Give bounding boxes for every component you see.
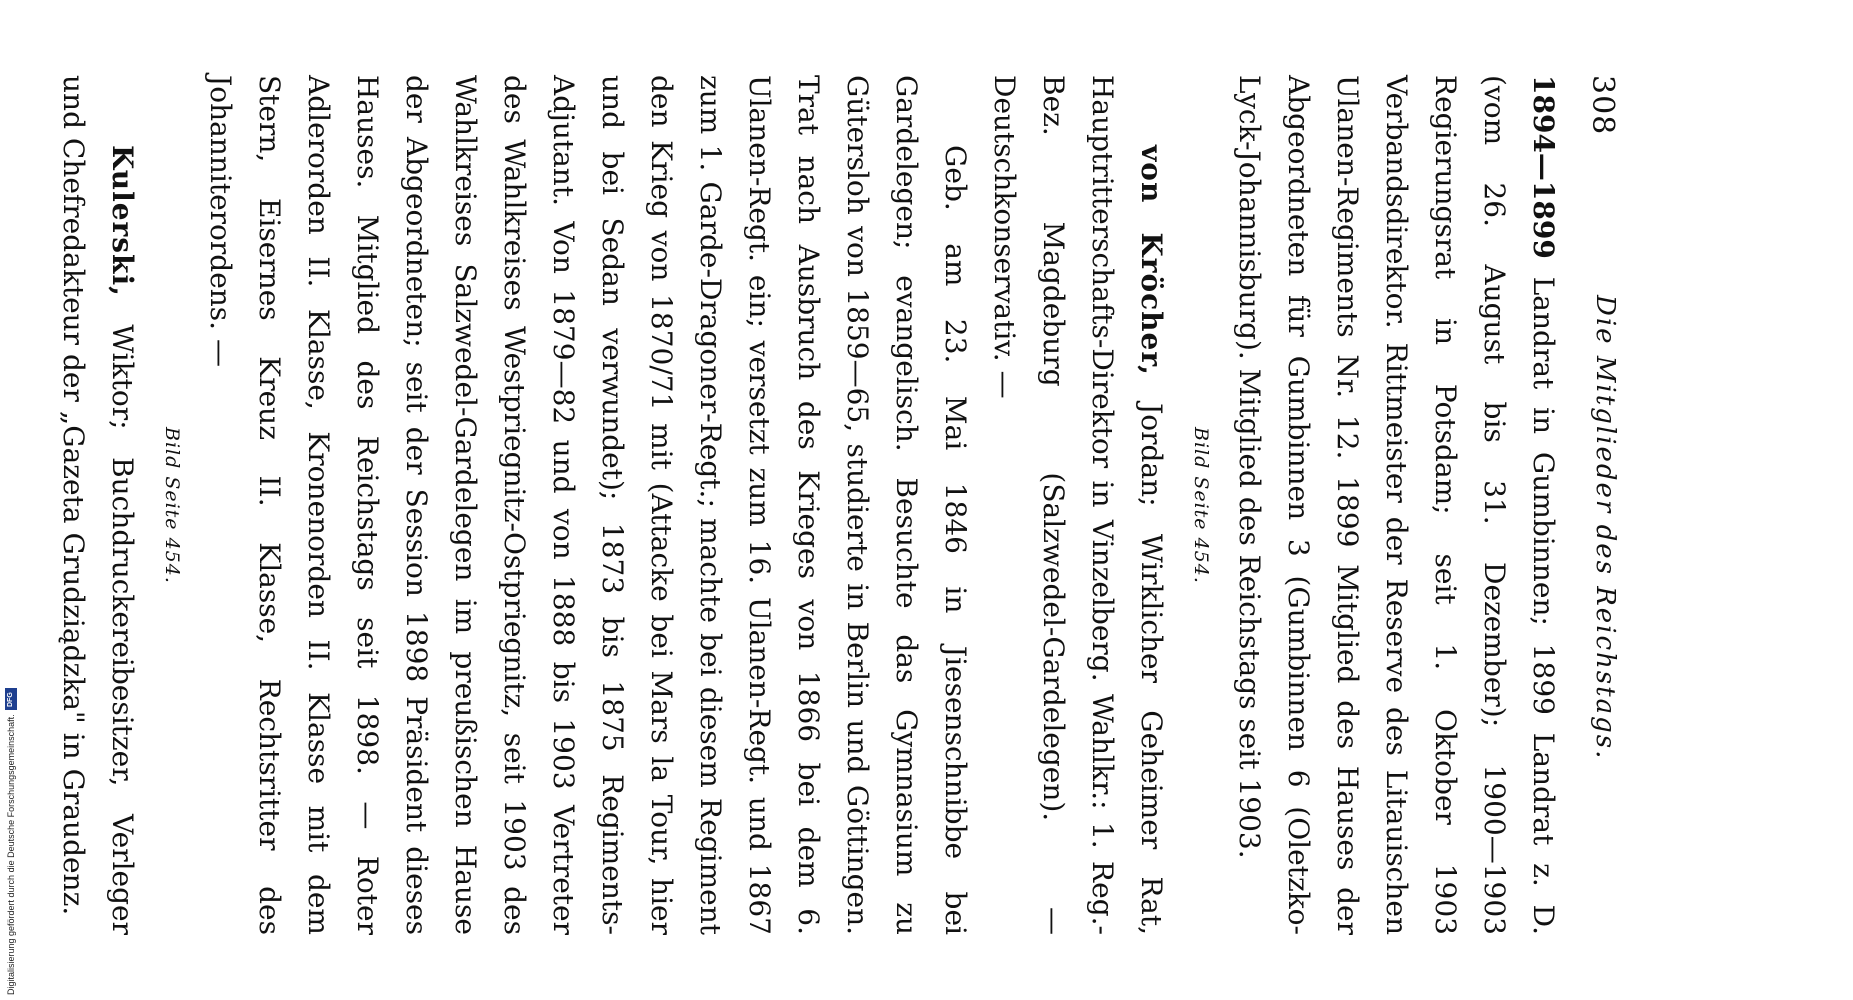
funding-note-text: Digitalisierung gefördert durch die Deutsche Forschungsgemeinschaft. — [6, 714, 16, 995]
funding-note — [4, 10, 18, 995]
entry-1-see-page: Bild Seite 454. — [1190, 426, 1212, 584]
entry-2-see-page: Bild Seite 454. — [161, 426, 183, 584]
body-text — [49, 75, 1568, 935]
entry-3-name: Kulerski, — [106, 145, 139, 297]
entry-2-name: von Kröcher, — [1135, 145, 1168, 376]
entry-2-biography: Geb. am 23. Mai 1846 in Jiesenschnibbe bei Gardelegen; evangelisch. Besuchte das Gymnasium zu Gütersloh von 1859—65, studierte in Berlin und Göttingen. Trat nach Ausbruch des Krieges von 1866 bei dem 6. Ulanen-Regt. ein; versetzt zum 16. Ulanen-Regt. und 1867 zum 1. Garde-Dragoner-Regt.; machte bei diesem Regiment den Krieg von 1870/71 mit (Attacke bei Mars la Tour, hier und bei Sedan verwundet); 1873 bis 1875 Regiments-Adjutant. Von 1879—82 und von 1888 bis 1903 Vertreter des Wahlkreises Westpriegnitz-Ostpriegnitz, seit 1903 des Wahlkreises Salzwedel-Gardelegen im preußischen Hause der Abgeordneten; seit der Session 1898 Präsident dieses Hauses. Mitglied des Reichstags seit 1898. — Roter Adlerorden II. Klasse, Kronenorden II. Klasse mit dem Stern, Eisernes Kreuz II. Klasse, Rechtsritter des Johanniterordens. — — [204, 75, 972, 935]
page-number: 308 — [1585, 75, 1620, 136]
entry-3 — [49, 75, 147, 935]
entry-1-paragraph — [1225, 75, 1568, 935]
entry-2-heading-text: Jordan; Wirklicher Geheimer Rat, Hauptritterschafts-Direktor in Vinzelberg. Wahlkr.: 1. Reg.-Bez. Magdeburg (Salzwedel-Gardelegen). — Deutschkonservativ. — — [988, 75, 1168, 936]
entry-2 — [147, 75, 1176, 935]
dfg-logo: DFG — [5, 688, 17, 710]
entry-1-text: Landrat in Gumbinnen; 1899 Landrat z. D. (vom 26. August bis 31. Dezember); 1900—1903 Regierungsrat in Potsdam; seit 1. Oktober 1903 Verbandsdirektor. Rittmeister der Reserve des Litauischen Ulanen-Regiments Nr. 12. 1899 Mitglied des Hauses der Abgeordneten für Gumbinnen 3 (Gumbinnen 6 (Oletzko-Lyck-Johannisburg). Mitglied des Reichstags seit 1903. — [1233, 75, 1560, 936]
entry-2-heading-paragraph — [980, 75, 1176, 935]
entry-1-year-range: 1894—1899 — [1527, 75, 1560, 259]
entry-1 — [1176, 75, 1568, 935]
entry-3-heading-paragraph — [49, 75, 147, 935]
entry-3-heading-text: Wiktor; Buchdruckereibesitzer, Verleger und Chefredakteur der „Gazeta Grudziądzka" in Graudenz. — [57, 75, 139, 936]
running-head: Die Mitglieder des Reichstags. — [1590, 295, 1620, 761]
book-page — [57, 75, 1650, 936]
